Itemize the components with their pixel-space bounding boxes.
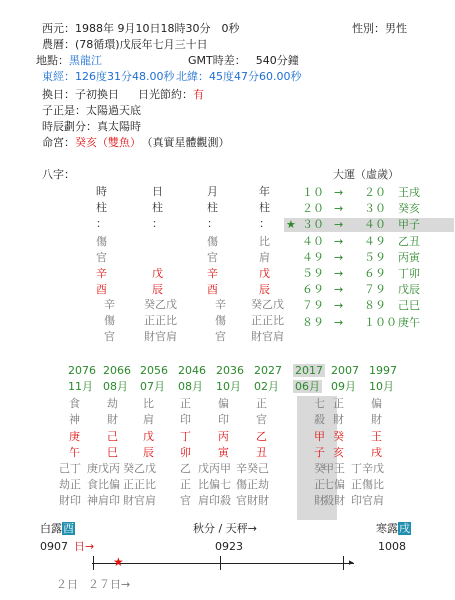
liunian-branches-cell: 卯 [180,446,191,459]
dayun-row [284,283,454,297]
bazi-branches-cell: 酉 [207,283,218,296]
liunian-stems-cell: 己 [107,430,118,443]
dayun-ganzhi: 丙寅 [398,250,420,264]
days-to-term: ２７日→ [88,578,131,591]
bazi-colon-cell: ： [207,217,218,230]
liunian-hid3-cell: 殺財 [323,494,345,507]
bazi-hidden3-cell: 官 [104,330,115,343]
liunian-god1-cell: 正 [256,397,267,410]
liunian-month: 10月 [216,380,241,393]
dst-label: 日光節約： [138,88,193,101]
liunian-hid2-cell: 七偏 [323,478,345,491]
longitude-value: 126度31分48.00秒 [75,70,175,83]
liunian-stems-cell: 王 [371,430,382,443]
liunian-hid2-cell: 正 [314,478,325,491]
right-term-tag: 戌 [399,522,410,535]
liunian-hid1-cell: 甲王 [323,462,345,475]
day-switch: 換日：子初換日 [42,88,119,101]
dayun-arrow: → [334,250,344,264]
dayun-row [284,218,454,232]
liunian-god2-cell: 印 [218,413,229,426]
liunian-month: 08月 [103,380,128,393]
liunian-god2-cell: 財 [107,413,118,426]
dst-row [138,88,204,101]
dayun-ganzhi: 乙丑 [398,234,420,248]
dayun-ganzhi: 王戌 [398,186,420,199]
western-date-row [42,22,239,35]
dayun-label: 大運（虛歲） [333,168,399,181]
liunian-hid1-cell: 丁辛戊 [351,462,384,475]
timeline-arrow-icon: ▸ [349,558,354,568]
liunian-hid3-cell: 財印 [59,494,81,507]
dayun-ganzhi: 甲子 [398,218,420,232]
gmt-row [188,54,299,67]
bazi-hidden3-cell: 財官肩 [144,330,177,343]
dayun-to: １００ [364,315,397,329]
bazi-hidden3-cell: 官 [215,330,226,343]
gmt-value: 540分鐘 [255,54,299,67]
liunian-hid3-cell: 官 [180,494,191,507]
place-value: 黑龍江 [69,54,102,67]
liunian-stems-cell: 乙 [256,430,267,443]
liunian-hid2-cell: 正正比 [123,478,156,491]
birth-star-icon: ★ [113,555,124,569]
bazi-ten-god1-cell: 傷 [207,235,218,248]
liunian-stems-cell: 戊 [143,430,154,443]
liunian-hid1-cell: 辛癸己 [236,462,269,475]
liunian-god2-cell: 神 [69,413,80,426]
solar-term-left [40,522,75,535]
gmt-label: GMT時差： [188,54,246,67]
western-date-value: 1988年 9月10日18時30分 0秒 [75,22,240,35]
dayun-ganzhi: 戊辰 [398,283,420,297]
liunian-month: 10月 [369,380,394,393]
bazi-stems-cell: 戊 [152,267,163,280]
liunian-hid2-cell: 比偏七 [198,478,231,491]
bazi-label: 八字： [42,168,75,181]
latitude-label: 北緯： [176,70,209,83]
dayun-from: ７９ [302,299,324,313]
dayun-from: ２０ [302,202,324,216]
gender-value: 男性 [385,22,407,35]
liunian-branches-cell: 辰 [143,446,154,459]
timeline-tick-start [93,556,94,570]
liunian-hid1-cell: 乙 [180,462,191,475]
bazi-pillar-cell: 柱 [96,201,107,214]
dayun-to: ２０ [364,186,386,199]
dayun-star-icon: ★ [286,218,296,232]
dayun-ganzhi: 丁卯 [398,267,420,280]
dayun-arrow: → [334,218,344,232]
bazi-headers-cell: 年 [259,185,270,198]
dayun-arrow: → [334,234,344,248]
liunian-branches-cell: 寅 [218,446,229,459]
bazi-pillar-cell: 柱 [152,201,163,214]
dayun-row [284,186,454,200]
solar-term-right [376,522,411,535]
bazi-colon-cell: ： [259,217,270,230]
dayun-ganzhi: 庚午 [398,315,420,329]
liunian-year: 2046 [178,364,206,377]
dayun-to: ５９ [364,250,386,264]
liunian-god2-cell: 殺 [314,413,325,426]
bazi-hidden1-cell: 辛 [104,298,115,311]
bazi-stems-cell: 辛 [207,267,218,280]
bazi-branches-cell: 酉 [96,283,107,296]
liunian-branches-cell: 戌 [371,446,382,459]
liunian-year: 2076 [68,364,96,377]
bazi-ten-god2-cell: 肩 [259,251,270,264]
zi-rule: 子正是：太陽過天底 [42,104,141,117]
dayun-from: ８９ [302,315,324,329]
bazi-hidden2-cell: 傷 [215,314,226,327]
liunian-god1-cell: 正 [333,397,344,410]
liunian-hid1-cell: 癸乙戊 [123,462,156,475]
dayun-row [284,202,454,216]
bazi-hidden1-cell: 辛 [215,298,226,311]
bazi-stems-cell: 辛 [96,267,107,280]
bazi-stems-cell: 戊 [259,267,270,280]
liunian-year: 2036 [216,364,244,377]
dayun-row [284,299,454,313]
dayun-arrow: → [334,299,344,313]
left-term-date: 0907 [40,540,68,553]
liunian-hid1-cell: 己丁 [59,462,81,475]
liunian-branches-cell: 巳 [107,446,118,459]
mid-term-date: 0923 [215,540,243,553]
longitude-label: 東經： [42,70,75,83]
gender-label: 性別： [352,22,385,35]
ming-gong-label: 命宮： [42,136,75,149]
liunian-god1-cell: 食 [69,397,80,410]
liunian-hid3-cell: 肩印殺 [198,494,231,507]
bazi-hidden1-cell: 癸乙戊 [251,298,284,311]
ming-gong-row [42,136,230,149]
liunian-hid1-cell: 庚戊丙 [87,462,120,475]
latitude-value: 45度47分60.00秒 [209,70,302,83]
liunian-god2-cell: 官 [256,413,267,426]
liunian-hid2-cell: 傷正劫 [236,478,269,491]
dayun-to: ７９ [364,283,386,297]
dayun-to: ３０ [364,202,386,216]
bazi-headers-cell: 日 [152,185,163,198]
liunian-month: 08月 [178,380,203,393]
liunian-hid2-cell: 正 [180,478,191,491]
dayun-arrow: → [334,315,344,329]
liunian-year: 2007 [331,364,359,377]
timeline-tick-end [343,556,344,570]
bazi-hidden1-cell: 癸乙戊 [144,298,177,311]
liunian-month: 11月 [68,380,93,393]
dayun-to: ４０ [364,218,386,232]
liunian-god1-cell: 偏 [371,397,382,410]
liunian-stems-cell: 丁 [180,430,191,443]
place-row [36,54,102,67]
bazi-hidden2-cell: 正正比 [251,314,284,327]
right-term-name: 寒露 [376,522,398,535]
liunian-month: 07月 [140,380,165,393]
dayun-from: ４０ [302,234,324,248]
bazi-ten-god1-cell: 比 [259,235,270,248]
dayun-to: ４９ [364,234,386,248]
liunian-hid2-cell: 正傷比 [351,478,384,491]
latitude-row [176,70,302,83]
bazi-hidden3-cell: 財官肩 [251,330,284,343]
liunian-month: 02月 [254,380,279,393]
liunian-stems-cell: 丙 [218,430,229,443]
liunian-hid1-cell: 癸 [314,462,325,475]
liunian-year: 2027 [254,364,282,377]
liunian-hid2-cell: 劫正 [59,478,81,491]
bazi-ten-god2-cell: 官 [207,251,218,264]
bazi-branches-cell: 辰 [259,283,270,296]
lunar-value: (78循環)戊辰年七月三十日 [75,38,208,51]
liunian-year: 2056 [140,364,168,377]
dayun-from: ３０ [302,218,324,232]
right-term-date: 1008 [378,540,406,553]
dayun-from: １０ [302,186,324,199]
bazi-branches-cell: 辰 [152,283,163,296]
ming-gong-note: （真實星體觀測） [147,136,230,149]
dayun-to: ６９ [364,267,386,280]
liunian-god2-cell: 財 [333,413,344,426]
liunian-god1-cell: 七 [314,397,325,410]
bazi-headers-cell: 時 [96,185,107,198]
bazi-headers-cell: 月 [207,185,218,198]
liunian-god1-cell: 偏 [218,397,229,410]
bazi-colon-cell: ： [152,217,163,230]
longitude-row [42,70,174,83]
liunian-branches-cell: 丑 [256,446,267,459]
bazi-ten-god2-cell: 官 [96,251,107,264]
solar-term-mid: 秋分 / 天秤→ [193,522,257,535]
bazi-ten-god1-cell: 傷 [96,235,107,248]
liunian-stems-cell: 甲 [314,430,325,443]
liunian-stems-cell: 庚 [69,430,80,443]
liunian-hid1-cell: 戊丙甲 [198,462,231,475]
bazi-pillar-cell: 柱 [259,201,270,214]
bazi-hidden2-cell: 傷 [104,314,115,327]
dayun-row [284,316,454,330]
left-term-name: 白露 [40,522,62,535]
liunian-year: 2066 [103,364,131,377]
liunian-god2-cell: 印 [180,413,191,426]
bazi-hidden2-cell: 正正比 [144,314,177,327]
dayun-ganzhi: 癸亥 [398,202,420,216]
liunian-month: 09月 [331,380,356,393]
gender-row [352,22,407,35]
liunian-branches-cell: 子 [314,446,325,459]
liunian-hid3-cell: 財 [314,494,325,507]
liunian-branches-cell: 午 [69,446,80,459]
liunian-month: 06月 [295,380,320,393]
dst-value: 有 [193,88,204,101]
dayun-from: ６９ [302,283,324,297]
dayun-arrow: → [334,202,344,216]
liunian-year: 1997 [369,364,397,377]
lunar-label: 農曆： [42,38,75,51]
dayun-arrow: → [334,186,344,199]
liunian-stems-cell: 癸 [333,430,344,443]
left-term-tag: 酉 [63,522,74,535]
place-label: 地點： [36,54,69,67]
bazi-colon-cell: ： [96,217,107,230]
liunian-hid3-cell: 印官肩 [351,494,384,507]
liunian-hid3-cell: 官財財 [236,494,269,507]
timeline-tick-mid [220,556,221,570]
liunian-god1-cell: 正 [180,397,191,410]
hour-division: 時辰劃分：真太陽時 [42,120,141,133]
birth-day-marker: 日→ [74,540,95,553]
liunian-god1-cell: 比 [143,397,154,410]
dayun-row [284,235,454,249]
dayun-to: ８９ [364,299,386,313]
western-date-label: 西元： [42,22,75,35]
dayun-arrow: → [334,283,344,297]
liunian-god2-cell: 肩 [143,413,154,426]
liunian-hid3-cell: 財官肩 [123,494,156,507]
bazi-pillar-cell: 柱 [207,201,218,214]
dayun-row [284,251,454,265]
ming-gong-value: 癸亥（雙魚） [75,136,141,149]
liunian-year: 2017 [295,364,323,377]
liunian-hid2-cell: 食比偏 [87,478,120,491]
lunar-date-row [42,38,208,51]
days-from-term: ２日 [56,578,78,591]
timeline-axis [92,563,354,564]
liunian-branches-cell: 亥 [333,446,344,459]
liunian-hid3-cell: 神肩印 [87,494,120,507]
dayun-from: ５９ [302,267,324,280]
liunian-god1-cell: 劫 [107,397,118,410]
liunian-god2-cell: 財 [371,413,382,426]
dayun-row [284,267,454,281]
dayun-arrow: → [334,267,344,280]
dayun-from: ４９ [302,250,324,264]
dayun-ganzhi: 己巳 [398,299,420,313]
